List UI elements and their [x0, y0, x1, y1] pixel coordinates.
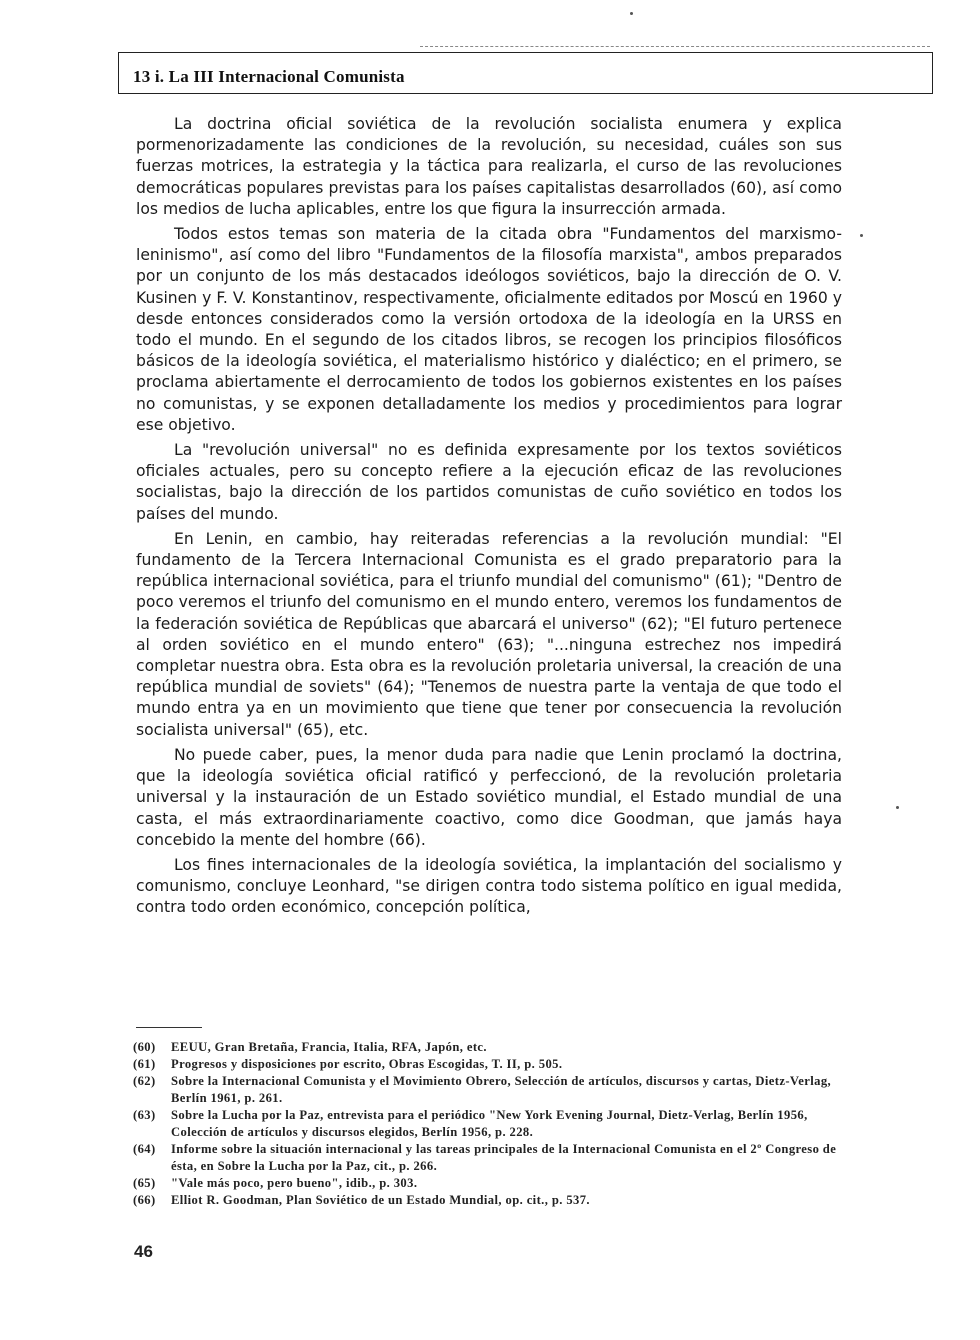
footnote — [133, 1073, 845, 1107]
footnotes — [133, 1039, 845, 1209]
page-number: 46 — [134, 1242, 153, 1261]
chapter-title: 13 i. La III Internacional Comunista — [133, 67, 405, 86]
scan-speck — [896, 806, 899, 809]
footnote — [133, 1192, 845, 1209]
footnote — [133, 1039, 845, 1056]
scan-speck — [630, 12, 633, 15]
top-scan-rule — [420, 46, 930, 47]
footnote-number: (66) — [133, 1193, 156, 1207]
footnote-text: Informe sobre la situación internacional y las tareas principales de la Internacional Comunista en el 2º Congreso de ésta, en Sobre la Lucha por la Paz, cit., p. 266. — [171, 1142, 837, 1173]
footnote-text: "Vale más poco, pero bueno", idib., p. 303. — [171, 1176, 418, 1190]
footnote-number: (65) — [133, 1176, 156, 1190]
footnote-text: Progresos y disposiciones por escrito, Obras Escogidas, T. II, p. 505. — [171, 1057, 563, 1071]
paragraph: La "revolución universal" no es definida expresamente por los textos soviéticos oficiales actuales, pero su concepto refiere a la ejecución eficaz de las revoluciones socialistas, bajo la dirección de los partidos comunistas de cuño soviético en todos los países del mundo. — [136, 441, 842, 523]
footnote-number: (62) — [133, 1074, 156, 1088]
paragraph: Los fines internacionales de la ideología soviética, la implantación del socialismo y comunismo, concluye Leonhard, "se dirigen contra todo sistema político en igual medida, contra todo orden económico, concepción política, — [136, 855, 842, 917]
footnote — [133, 1141, 845, 1175]
paragraph: Todos estos temas son materia de la citada obra "Fundamentos del marxismo-leninismo", así como del libro "Fundamentos de la filosofía marxista", ambos preparados por un conjunto de los más destacados ideólogos soviéticos, bajo la dirección de O. V. Kusinen y F. V. Konstantinov, respectivamente, oficialmente editados por Moscú en 1960 y desde entonces considerados como la versión ortodoxa de la ideología en la URSS en todo el mundo. En el segundo de los citados libros, se recogen los principios filosóficos básicos de la ideología soviética, el materialismo histórico y dialéctico; en el primero, se proclama abiertamente el derrocamiento de todos los gobiernos existentes en los países no comunistas, y se exponen detalladamente los medios y procedimientos para lograr ese objetivo. — [136, 225, 842, 434]
footnote-number: (60) — [133, 1040, 156, 1054]
chapter-header-box — [118, 52, 933, 94]
footnote — [133, 1056, 845, 1073]
footnote-number: (63) — [133, 1108, 156, 1122]
footnote-text: Sobre la Lucha por la Paz, entrevista para el periódico "New York Evening Journal, Dietz-Verlag, Berlín 1956, Colección de artículos y discursos elegidos, Berlín 1956, p. 228. — [171, 1108, 808, 1139]
paragraph: La doctrina oficial soviética de la revolución socialista enumera y explica pormenorizadamente las condiciones de la revolución, su necesidad, cuáles son sus fuerzas motrices, la estrategia y la táctica para realizarla, el curso de las revoluciones democráticas populares previstas para los países capitalistas desarrollados (60), así como los medios de lucha aplicables, entre los que figura la insurrección armada. — [136, 115, 842, 218]
footnote-text: EEUU, Gran Bretaña, Francia, Italia, RFA, Japón, etc. — [171, 1040, 487, 1054]
paragraph: En Lenin, en cambio, hay reiteradas referencias a la revolución mundial: "El fundamento de la Tercera Internacional Comunista es el grado preparatorio para la república internacional soviética, para el triunfo mundial del comunismo" (61); "Dentro de poco veremos el triunfo del comunismo en el mundo entero, veremos los fundamentos de la federación soviética de Repúblicas que abarcará el universo" (62); "El futuro pertenece al orden soviético en el mundo entero" (63); "...ninguna estrechez nos impedirá completar nuestra obra. Esta obra es la revolución proletaria universal, la creación de una república mundial de soviets" (64); "Tenemos de nuestra parte la ventaja de que todo el mundo entra ya en un movimiento que tiene que tener por consecuencia la revolución socialista universal" (65), etc. — [136, 529, 842, 739]
footnote-text: Sobre la Internacional Comunista y el Movimiento Obrero, Selección de artículos, discursos y cartas, Dietz-Verlag, Berlín 1961, p. 261. — [171, 1074, 832, 1105]
scan-speck — [860, 234, 863, 237]
footnote-number: (61) — [133, 1057, 156, 1071]
footnote-number: (64) — [133, 1142, 156, 1156]
footnote — [133, 1107, 845, 1141]
paragraph: No puede caber, pues, la menor duda para nadie que Lenin proclamó la doctrina, que la ideología soviética oficial ratificó y perfeccionó, de la revolución proletaria universal y la instauración de un Estado soviético mundial, el Estado mundial de una casta, el más extraordinariamente coactivo, como dice Goodman, que jamás haya concebido la mente del hombre (66). — [136, 745, 842, 849]
footnote-text: Elliot R. Goodman, Plan Soviético de un Estado Mundial, op. cit., p. 537. — [171, 1193, 590, 1207]
body-text — [136, 114, 842, 923]
footnote-separator — [136, 1027, 202, 1028]
footnote — [133, 1175, 845, 1192]
